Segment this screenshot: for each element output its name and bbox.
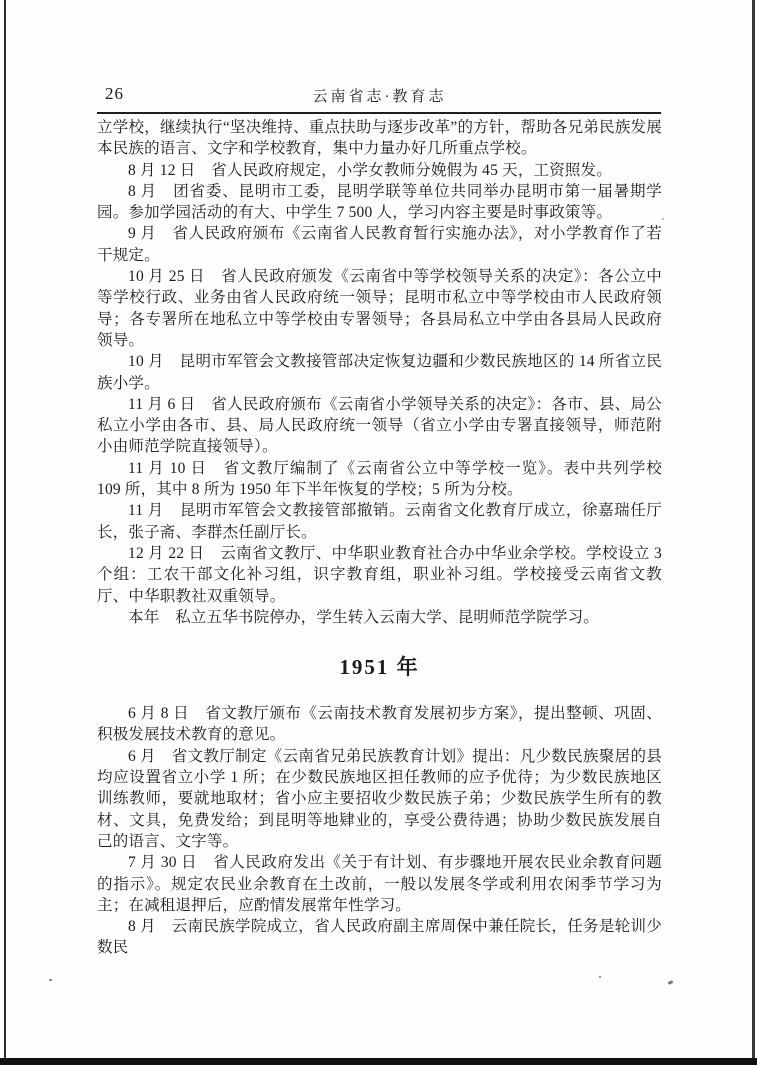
entry-this-year: 本年 私立五华书院停办，学生转入云南大学、昆明师范学院学习。 <box>128 608 600 626</box>
entry-oct-25: 10 月 25 日 省人民政府颁发《云南省中等学校领导关系的决定》：各公立中等学校行政、业务由省人民政府统一领导；昆明市私立中等学校由市人民政府领导；各专署所在地私立中等学校由专署领导；各县局私立中学由各县局人民政府领导。 <box>97 268 662 349</box>
scan-speck <box>49 979 52 981</box>
entry-jun: 6 月 省文教厅制定《云南省兄弟民族教育计划》提出：凡少数民族聚居的县均应设置省立小学 1 所；在少数民族地区担任教师的应予优待；为少数民族地区训练教师，要就地取材；省小应主要招收少数民族子弟；少数民族学生所有的教材、文具，免费发给；到昆明等地肄业的，享受公费待遇；协助少数民族发展自己的语言、文字等。 <box>97 747 662 850</box>
entry-aug: 8 月 团省委、昆明市工委，昆明学联等单位共同举办昆明市第一届暑期学园。参加学园活动的有大、中学生 7 500 人，学习内容主要是时事政策等。 <box>97 182 662 222</box>
scan-speck <box>668 980 674 985</box>
header-rule <box>97 112 661 114</box>
page-number: 26 <box>105 84 124 103</box>
entry-dec-22: 12 月 22 日 云南省文教厅、中华职业教育社合办中华业余学校。学校设立 3 个组：工农干部文化补习组，识字教育组，职业补习组。学校接受云南省文教厅、中华职教社双重领导。 <box>97 544 662 605</box>
entry-aug-12: 8 月 12 日 省人民政府规定，小学女教师分娩假为 45 天，工资照发。 <box>128 161 613 179</box>
page-header <box>97 84 662 106</box>
scan-edge-bottom <box>0 1058 757 1065</box>
scan-speck <box>599 976 601 978</box>
entry-nov-6: 11 月 6 日 省人民政府颁布《云南省小学领导关系的决定》：各市、县、局公私立小学由各市、县、局人民政府统一领导（省立小学由专署直接领导，师范附小由师范学院直接领导）。 <box>97 395 662 456</box>
year-heading-1951: 1951 年 <box>339 655 420 680</box>
paragraph-continuation: 立学校，继续执行“坚决维持、重点扶助与逐步改革”的方针，帮助各兄弟民族发展本民族的语言、文字和学校教育，集中力量办好几所重点学校。 <box>97 119 662 158</box>
page-body <box>97 117 662 959</box>
entry-jul-30: 7 月 30 日 省人民政府发出《关于有计划、有步骤地开展农民业余教育问题的指示》。规定农民业余教育在土改前，一般以发展冬学或利用农闲季节学习为主；在减租退押后，应酌情发展常年性学习。 <box>97 854 662 914</box>
scan-edge-left <box>4 0 6 1062</box>
entry-sep: 9 月 省人民政府颁布《云南省人民教育暂行实施办法》，对小学教育作了若干规定。 <box>97 225 662 264</box>
running-title: 云南省志·教育志 <box>312 89 447 105</box>
entry-jun-8: 6 月 8 日 省文教厅颁布《云南技术教育发展初步方案》，提出整顿、巩固、积极发展技术教育的意见。 <box>97 705 662 744</box>
entry-oct: 10 月 昆明市军管会文教接管部决定恢复边疆和少数民族地区的 14 所省立民族小学。 <box>97 353 662 392</box>
scan-edge-right <box>752 0 755 1064</box>
entry-aug-1951: 8 月 云南民族学院成立，省人民政府副主席周保中兼任院长，任务是轮训少数民 <box>97 918 662 957</box>
scan-speck <box>662 218 664 220</box>
entry-nov: 11 月 昆明市军管会文教接管部撤销。云南省文化教育厅成立，徐嘉瑞任厅长，张子斋、李群杰任副厅长。 <box>97 502 662 541</box>
entry-nov-10: 11 月 10 日 省文教厅编制了《云南省公立中等学校一览》。表中共列学校 109 所，其中 8 所为 1950 年下半年恢复的学校；5 所为分校。 <box>97 459 662 499</box>
